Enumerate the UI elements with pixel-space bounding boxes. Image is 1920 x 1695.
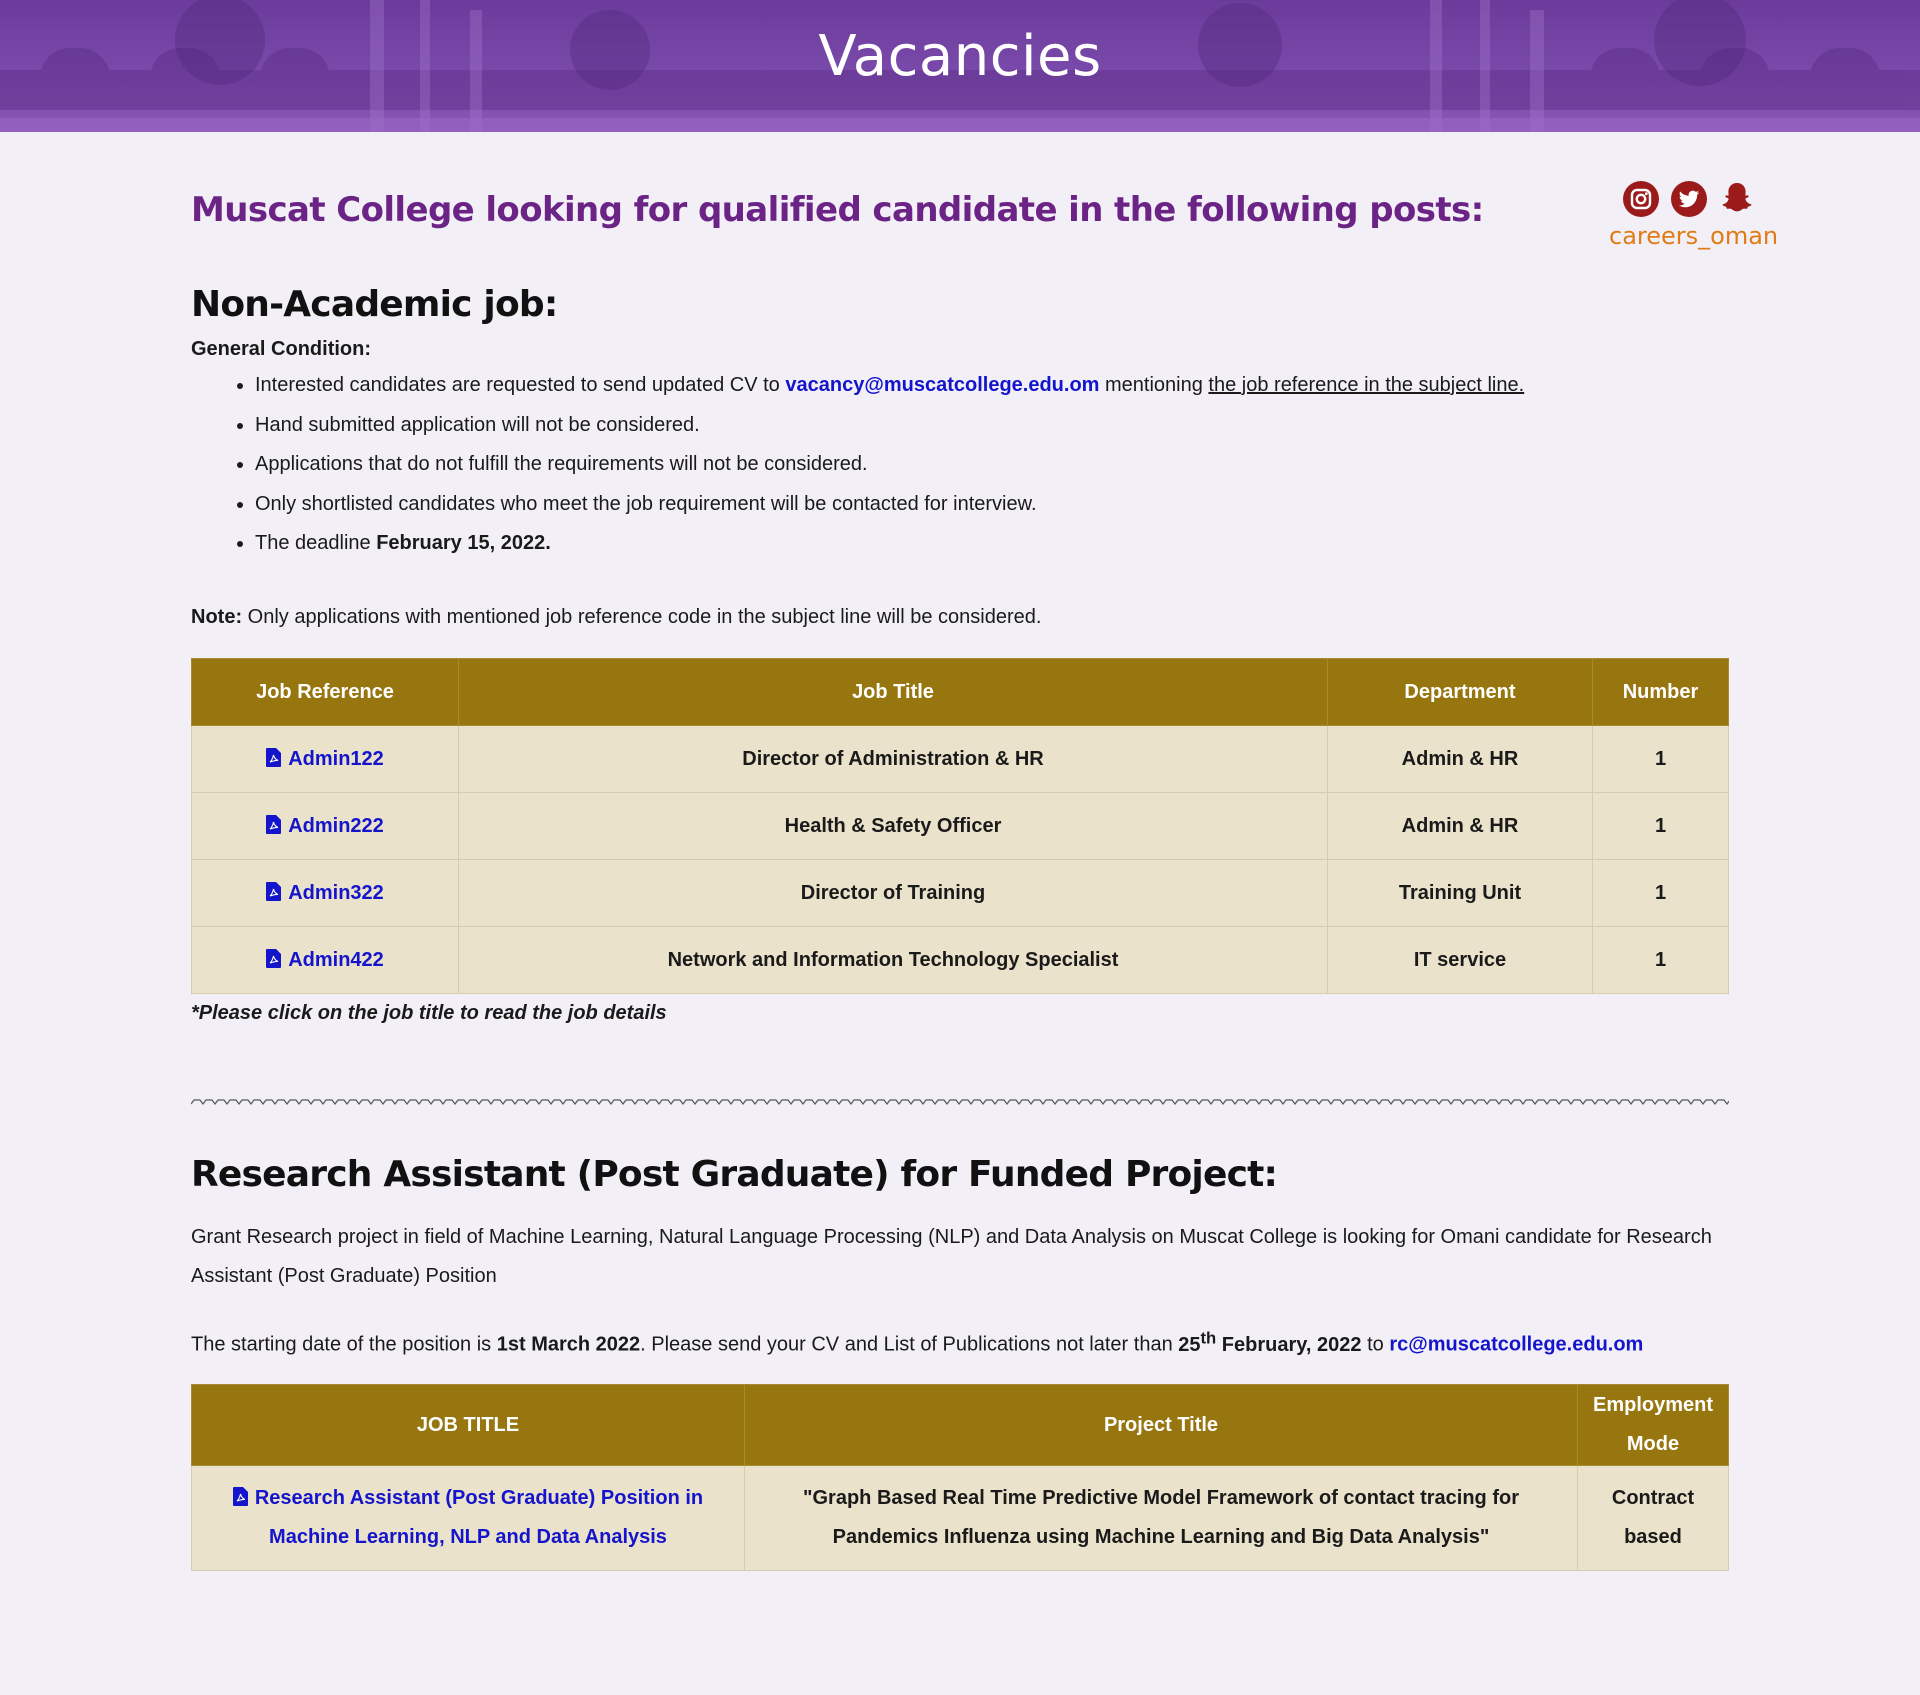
- instagram-icon[interactable]: [1622, 180, 1660, 218]
- pdf-icon: [233, 1487, 249, 1506]
- table-header-row: [192, 1385, 1729, 1466]
- list-item: • Only shortlisted candidates who meet the job requirement will be contacted for interview.: [255, 485, 1524, 525]
- job-reference-cell: [192, 927, 459, 994]
- project-title-cell: "Graph Based Real Time Predictive Model Framework of contact tracing for Pandemics Influenza using Machine Learning and Big Data Analysis": [745, 1466, 1578, 1571]
- column-header-employment-mode: Employment Mode: [1578, 1385, 1729, 1466]
- vacancy-email-link[interactable]: vacancy@muscatcollege.edu.om: [785, 374, 1100, 396]
- pdf-icon: [266, 882, 282, 901]
- column-header-number: Number: [1593, 659, 1729, 726]
- page-title: Vacancies: [818, 24, 1102, 89]
- note: [191, 606, 1041, 629]
- list-item: • The deadline February 15, 2022.: [255, 524, 1524, 564]
- social-handle[interactable]: careers_oman: [1609, 222, 1779, 250]
- table-row: [192, 927, 1729, 994]
- underlined-text: the job reference in the subject line.: [1208, 374, 1525, 396]
- job-reference-link[interactable]: Admin322: [266, 882, 384, 904]
- list-item: • Hand submitted application will not be considered.: [255, 406, 1524, 446]
- non-academic-heading: Non-Academic job:: [191, 284, 558, 325]
- research-job-link[interactable]: Research Assistant (Post Graduate) Position in Machine Learning, NLP and Data Analysis: [233, 1487, 703, 1548]
- job-title-cell: Network and Information Technology Specialist: [459, 927, 1328, 994]
- page-banner: [0, 0, 1920, 132]
- table-header-row: [192, 659, 1729, 726]
- job-reference-link[interactable]: Admin222: [266, 815, 384, 837]
- non-academic-jobs-table: [191, 658, 1729, 994]
- table-row: [192, 726, 1729, 793]
- table-row: [192, 860, 1729, 927]
- department-cell: Training Unit: [1328, 860, 1593, 927]
- research-dates: The starting date of the position is 1st March 2022. Please send your CV and List of Publications not later than 25th February, 2022 to rc@muscatcollege.edu.om: [191, 1328, 1644, 1356]
- department-cell: Admin & HR: [1328, 793, 1593, 860]
- table-row: [192, 1466, 1729, 1571]
- number-cell: 1: [1593, 726, 1729, 793]
- list-item: • Interested candidates are requested to send updated CV to vacancy@muscatcollege.edu.om mentioning the job reference in the subject line.: [255, 366, 1524, 406]
- column-header-job-reference: Job Reference: [192, 659, 459, 726]
- department-cell: Admin & HR: [1328, 726, 1593, 793]
- deadline-date: 25th February, 2022: [1178, 1328, 1362, 1356]
- section-divider: [191, 1098, 1729, 1106]
- note-label: Note:: [191, 606, 243, 628]
- job-reference-link[interactable]: Admin122: [266, 748, 384, 770]
- general-condition-label: General Condition:: [191, 338, 371, 360]
- twitter-icon[interactable]: [1670, 180, 1708, 218]
- job-title-cell: Health & Safety Officer: [459, 793, 1328, 860]
- snapchat-icon[interactable]: [1718, 180, 1756, 218]
- research-heading: Research Assistant (Post Graduate) for Funded Project:: [191, 1154, 1278, 1195]
- research-jobs-table: [191, 1384, 1729, 1571]
- start-date: 1st March 2022: [496, 1333, 641, 1356]
- job-title-cell: Director of Training: [459, 860, 1328, 927]
- deadline-date: February 15, 2022.: [376, 532, 551, 554]
- list-item: • Applications that do not fulfill the requirements will not be considered.: [255, 445, 1524, 485]
- job-details-hint: *Please click on the job title to read the job details: [191, 1002, 667, 1024]
- job-reference-cell: [192, 793, 459, 860]
- number-cell: 1: [1593, 860, 1729, 927]
- pdf-icon: [266, 949, 282, 968]
- column-header-project-title: Project Title: [745, 1385, 1578, 1466]
- note-text: Only applications with mentioned job reference code in the subject line will be considered.: [242, 606, 1042, 628]
- pdf-icon: [266, 815, 282, 834]
- job-reference-cell: [192, 726, 459, 793]
- research-email-link[interactable]: rc@muscatcollege.edu.om: [1389, 1333, 1644, 1356]
- job-title-cell: Director of Administration & HR: [459, 726, 1328, 793]
- conditions-list: [191, 366, 1524, 564]
- job-reference-link[interactable]: Admin422: [266, 949, 384, 971]
- intro-heading: Muscat College looking for qualified candidate in the following posts:: [191, 190, 1484, 230]
- column-header-department: Department: [1328, 659, 1593, 726]
- column-header-job-title: JOB TITLE: [192, 1385, 745, 1466]
- employment-mode-cell: Contract based: [1578, 1466, 1729, 1571]
- department-cell: IT service: [1328, 927, 1593, 994]
- research-description: Grant Research project in field of Machine Learning, Natural Language Processing (NLP) and Data Analysis on Muscat College is looking for Omani candidate for Research Assistant (Post Graduate) Position: [191, 1226, 1712, 1287]
- number-cell: 1: [1593, 793, 1729, 860]
- number-cell: 1: [1593, 927, 1729, 994]
- job-reference-cell: [192, 860, 459, 927]
- pdf-icon: [266, 748, 282, 767]
- job-title-cell: [192, 1466, 745, 1571]
- column-header-job-title: Job Title: [459, 659, 1328, 726]
- table-row: [192, 793, 1729, 860]
- social-links: [1609, 180, 1779, 250]
